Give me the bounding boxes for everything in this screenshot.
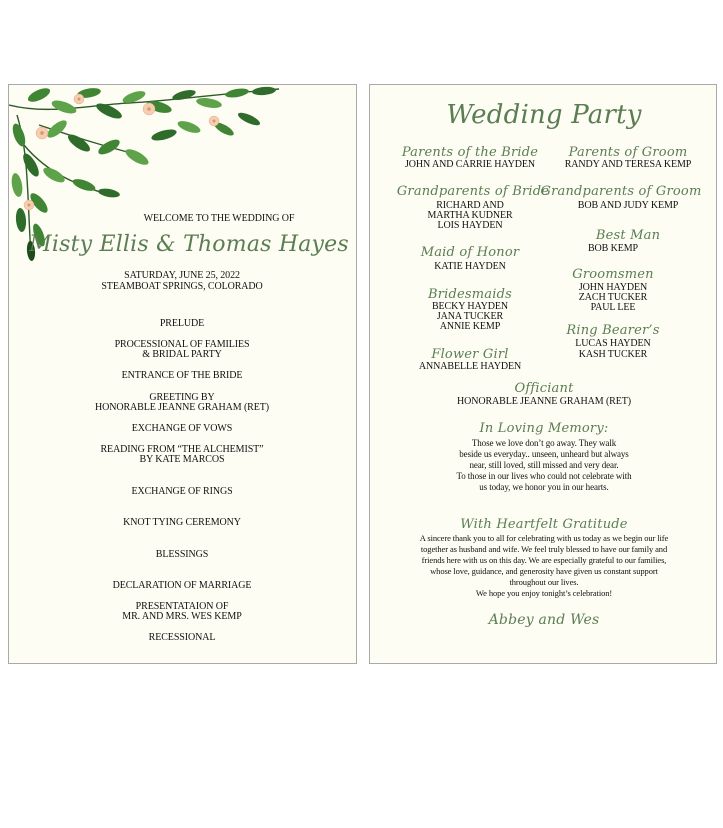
bride-grandparents-name: MARTHA KUDNER — [427, 210, 513, 221]
bridesmaids-heading: Bridesmaids — [427, 287, 513, 302]
wedding-party-panel — [369, 84, 717, 664]
program-item-sub: & BRIDAL PARTY — [142, 349, 222, 360]
gratitude-line: whose love, guidance, and generosity have given us constant support — [430, 566, 658, 576]
officiant-name: HONORABLE JEANNE GRAHAM (RET) — [456, 396, 632, 407]
program-item-sub: HONORABLE JEANNE GRAHAM (RET) — [94, 402, 270, 413]
bride-grandparents-name: LOIS HAYDEN — [437, 220, 503, 231]
memory-line: us today, we honor you in our hearts. — [479, 482, 609, 492]
program-panel — [8, 84, 357, 664]
groom-grandparents-names: BOB AND JUDY KEMP — [577, 200, 679, 211]
welcome-text: WELCOME TO THE WEDDING OF — [143, 213, 295, 224]
groom-parents-names: RANDY AND TERESA KEMP — [564, 159, 692, 170]
program-item-sub: MR. AND MRS. WES KEMP — [122, 611, 242, 622]
program-item: PROCESSIONAL OF FAMILIES — [114, 339, 250, 350]
memory-line: Those we love don’t go away. They walk — [471, 438, 617, 448]
ring-bearer-name: KASH TUCKER — [578, 349, 648, 360]
gratitude-line: together as husband and wife. We feel truly blessed to have our family and — [420, 544, 668, 554]
groomsmen-heading: Groomsmen — [572, 267, 654, 282]
couple-names: Misty Ellis & Thomas Hayes — [29, 232, 349, 257]
memory-line: To those in our lives who could not celebrate with — [456, 471, 632, 481]
program-item: PRESENTATAION OF — [135, 601, 229, 612]
bride-parents-heading: Parents of the Bride — [401, 145, 539, 160]
memory-line: beside us everyday.. unseen, unheard but always — [459, 449, 629, 459]
bridesmaid-name: ANNIE KEMP — [439, 321, 501, 332]
maid-of-honor-heading: Maid of Honor — [420, 245, 520, 260]
best-man-name: BOB KEMP — [587, 243, 639, 254]
program-item: READING FROM “THE ALCHEMIST” — [100, 444, 264, 455]
program-item: ENTRANCE OF THE BRIDE — [121, 370, 243, 381]
groomsman-name: PAUL LEE — [590, 302, 636, 313]
gratitude-line: throughout our lives. — [509, 577, 579, 587]
wedding-party-title: Wedding Party — [446, 100, 642, 130]
memory-heading: In Loving Memory: — [479, 421, 609, 436]
program-item: PRELUDE — [159, 318, 205, 329]
best-man-heading: Best Man — [595, 228, 661, 243]
program-item: DECLARATION OF MARRIAGE — [112, 580, 252, 591]
event-date: SATURDAY, JUNE 25, 2022 — [124, 270, 240, 281]
program-item: RECESSIONAL — [148, 632, 216, 643]
ring-bearer-name: LUCAS HAYDEN — [575, 338, 651, 349]
officiant-heading: Officiant — [514, 381, 574, 396]
groom-grandparents-heading: Grandparents of Groom — [540, 184, 702, 199]
bride-parents-names: JOHN AND CARRIE HAYDEN — [405, 159, 535, 170]
program-item: EXCHANGE OF RINGS — [131, 486, 233, 497]
bride-grandparents-name: RICHARD AND — [436, 200, 504, 211]
ring-bearers-heading: Ring Bearer’s — [566, 323, 660, 338]
groomsman-name: JOHN HAYDEN — [578, 282, 648, 293]
gratitude-line: We hope you enjoy tonight’s celebration! — [475, 588, 613, 598]
program-item: KNOT TYING CEREMONY — [123, 517, 241, 528]
blossoms — [24, 94, 219, 210]
program-item: GREETING BY — [149, 392, 215, 403]
groom-parents-heading: Parents of Groom — [568, 145, 688, 160]
bridesmaid-name: BECKY HAYDEN — [431, 301, 509, 312]
program-item: BLESSINGS — [155, 549, 209, 560]
program-item: EXCHANGE OF VOWS — [131, 423, 233, 434]
program-item-sub: BY KATE MARCOS — [139, 454, 225, 465]
flower-girl-name: ANNABELLE HAYDEN — [418, 361, 522, 372]
gratitude-line: friends here with us on this day. We are especially grateful to our families, — [421, 555, 667, 565]
gratitude-heading: With Heartfelt Gratitude — [460, 517, 628, 532]
bridesmaid-name: JANA TUCKER — [436, 311, 504, 322]
signature: Abbey and Wes — [488, 612, 600, 628]
bride-grandparents-heading: Grandparents of Bride — [396, 184, 550, 199]
event-location: STEAMBOAT SPRINGS, COLORADO — [101, 281, 263, 292]
flower-girl-heading: Flower Girl — [431, 347, 509, 362]
groomsman-name: ZACH TUCKER — [578, 292, 648, 303]
gratitude-line: A sincere thank you to all for celebrating with us today as we begin our life — [419, 533, 669, 543]
memory-line: near, still loved, still missed and very dear. — [469, 460, 619, 470]
maid-of-honor-name: KATIE HAYDEN — [434, 261, 506, 272]
